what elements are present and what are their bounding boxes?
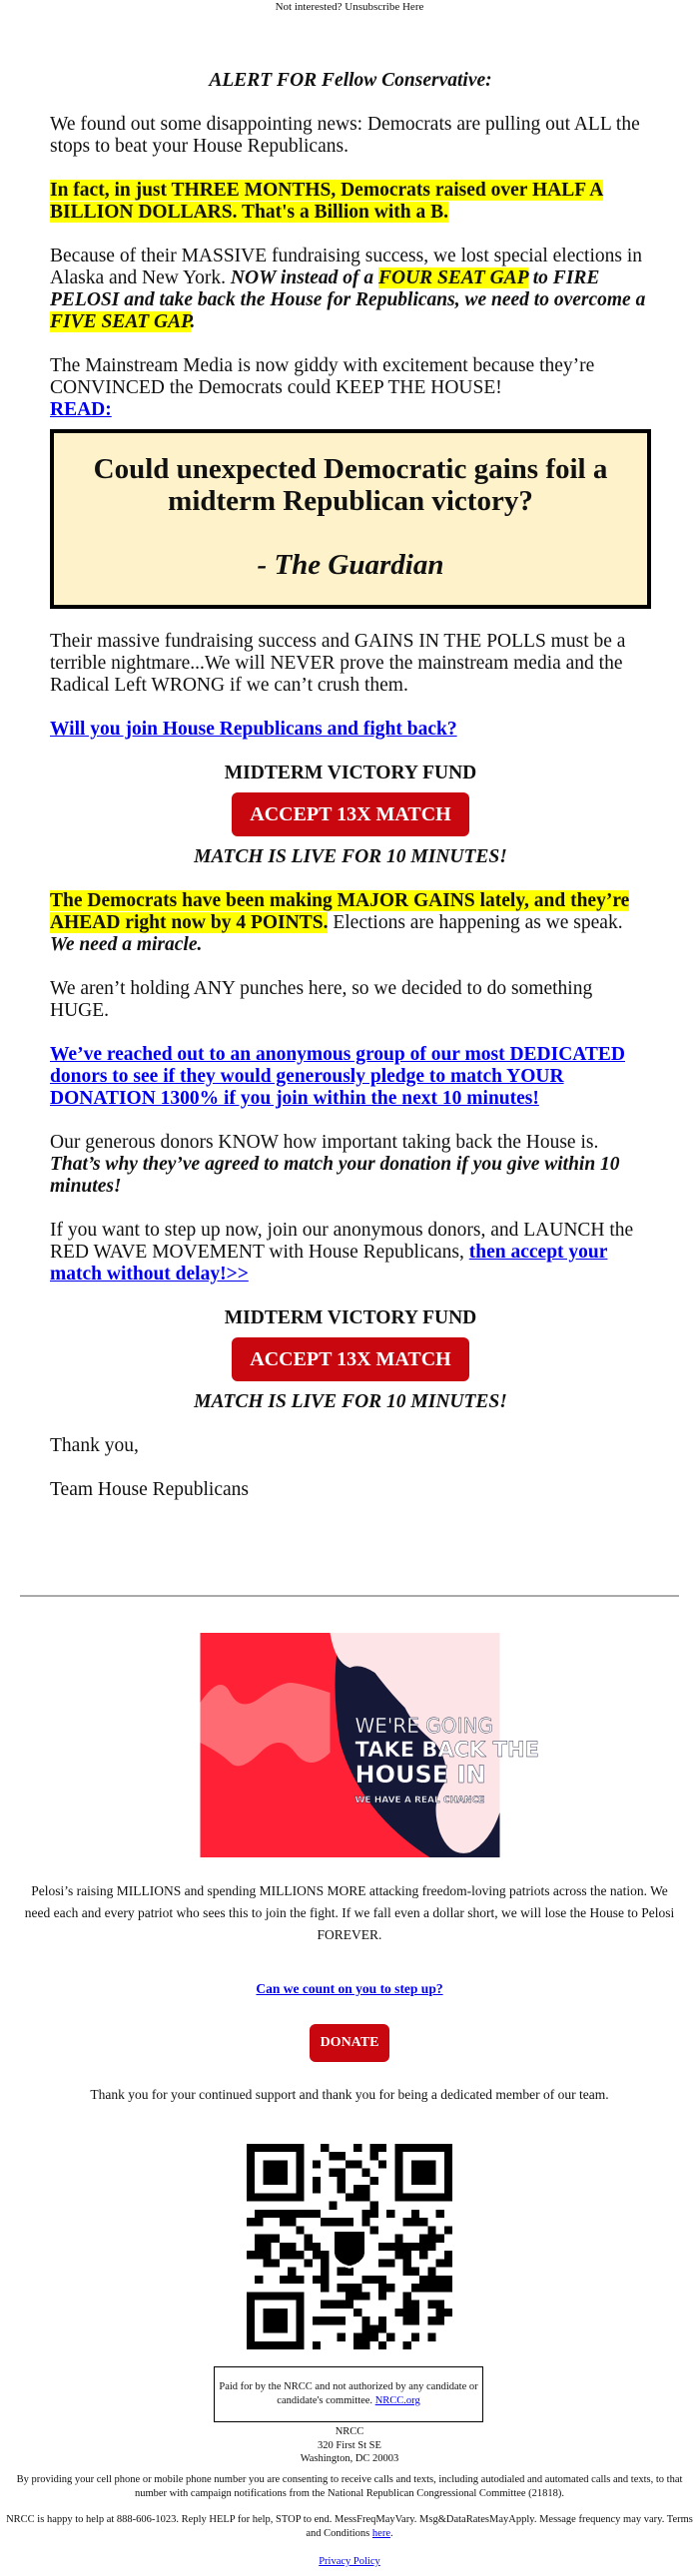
email-body: [50, 70, 651, 1523]
qr-module: [411, 2301, 419, 2309]
qr-module: [403, 2317, 411, 2324]
qr-module: [427, 2284, 435, 2292]
quote-box: [50, 429, 651, 609]
qr-module: [361, 2218, 369, 2226]
qr-module: [255, 2243, 263, 2251]
qr-module: [370, 2177, 378, 2185]
paragraph-gains: [50, 890, 651, 956]
terms-here-link[interactable]: here: [371, 2527, 390, 2539]
qr-module: [370, 2333, 378, 2341]
qr-module: [403, 2243, 411, 2251]
count-on-you-link[interactable]: Can we count on you to step up?: [256, 1981, 443, 1996]
qr-module: [321, 2268, 329, 2276]
qr-module: [436, 2235, 444, 2243]
qr-module: [353, 2193, 361, 2201]
qr-module: [353, 2309, 361, 2317]
qr-module: [403, 2341, 411, 2349]
qr-module: [255, 2235, 263, 2243]
qr-module: [378, 2324, 386, 2332]
qr-module: [329, 2317, 337, 2324]
qr-module: [378, 2284, 386, 2292]
qr-module: [338, 2268, 346, 2276]
qr-module: [411, 2218, 419, 2226]
divider: [20, 1595, 679, 1597]
qr-module: [329, 2301, 337, 2309]
qr-module: [394, 2243, 402, 2251]
qr-module: [378, 2243, 386, 2251]
qr-module: [338, 2177, 346, 2185]
closing-thanks: Thank you,: [50, 1435, 139, 1456]
privacy-policy-link[interactable]: Privacy Policy: [319, 2556, 380, 2567]
qr-module: [427, 2333, 435, 2341]
qr-module: [280, 2276, 288, 2284]
highlighted-fundraising-text: In fact, in just THREE MONTHS, Democrats raised over HALF A BILLION DOLLARS. That's a Billion with a B.: [50, 180, 604, 223]
qr-module: [338, 2284, 346, 2292]
qr-module: [361, 2185, 369, 2193]
qr-module: [272, 2210, 280, 2218]
qr-module: [386, 2243, 394, 2251]
qr-module: [313, 2160, 321, 2168]
qr-module: [370, 2152, 378, 2160]
qr-module: [394, 2235, 402, 2243]
qr-module: [338, 2317, 346, 2324]
qr-module: [403, 2309, 411, 2317]
qr-module: [305, 2259, 313, 2267]
qr-module: [444, 2284, 452, 2292]
qr-module: [321, 2144, 329, 2152]
fund-title: MIDTERM VICTORY FUND: [224, 1307, 477, 1328]
qr-module: [411, 2284, 419, 2292]
qr-module: [272, 2259, 280, 2267]
qr-module: [255, 2218, 263, 2226]
qr-module: [427, 2301, 435, 2309]
qr-module: [353, 2160, 361, 2168]
qr-module: [338, 2152, 346, 2160]
qr-module: [378, 2160, 386, 2168]
paragraph-step-up: If you want to step up now, join our anonymous donors, and LAUNCH the RED WAVE MOVEMENT with House Republicans,: [50, 1220, 634, 1263]
qr-module: [386, 2259, 394, 2267]
qr-module: [280, 2218, 288, 2226]
qr-module: [444, 2276, 452, 2284]
qr-module: [296, 2276, 304, 2284]
qr-module: [411, 2309, 419, 2317]
text: We need a miracle.: [50, 934, 203, 955]
qr-module: [313, 2185, 321, 2193]
qr-module: [353, 2333, 361, 2341]
qr-module: [288, 2268, 296, 2276]
qr-module: [338, 2333, 346, 2341]
qr-module: [436, 2284, 444, 2292]
qr-module: [419, 2284, 427, 2292]
qr-module: [436, 2259, 444, 2267]
consent-text: By providing your cell phone or mobile phone number you are consenting to receive calls and texts, including autodialed and automated calls and texts, to that number with campaign notifications from the National Republican Congressional Committee (21818).: [16, 2474, 683, 2499]
qr-module: [378, 2276, 386, 2284]
qr-module: [255, 2276, 263, 2284]
qr-module: [427, 2243, 435, 2251]
text: NRCC is happy to help at 888-606-1023. Reply HELP for help, STOP to end. MessFreqMayVary. Msg&DataRatesMayApply. Message frequency may vary. Terms and Conditions: [6, 2514, 693, 2539]
qr-module: [313, 2341, 321, 2349]
unsubscribe-link[interactable]: Not interested? Unsubscribe Here: [275, 1, 424, 13]
qr-module: [361, 2210, 369, 2218]
qr-module: [403, 2251, 411, 2259]
qr-module: [370, 2210, 378, 2218]
qr-module: [263, 2210, 271, 2218]
qr-module: [427, 2276, 435, 2284]
qr-module: [288, 2243, 296, 2251]
qr-module: [403, 2268, 411, 2276]
qr-module: [378, 2341, 386, 2349]
qr-module: [444, 2259, 452, 2267]
qr-module: [305, 2210, 313, 2218]
qr-finder: [263, 2160, 288, 2185]
highlight-five-seat-gap: FIVE SEAT GAP: [50, 311, 191, 332]
qr-module: [255, 2210, 263, 2218]
qr-module: [321, 2301, 329, 2309]
qr-module: [444, 2251, 452, 2259]
accept-match-button[interactable]: ACCEPT 13X MATCH: [232, 792, 469, 836]
qr-module: [280, 2243, 288, 2251]
alert-heading: ALERT FOR Fellow Conservative:: [209, 70, 492, 91]
qr-module: [394, 2309, 402, 2317]
qr-module: [436, 2210, 444, 2218]
org-name: NRCC: [335, 2426, 364, 2437]
qr-module: [263, 2251, 271, 2259]
qr-module: [361, 2292, 369, 2300]
qr-module: [361, 2341, 369, 2349]
text: Our generous donors KNOW how important taking back the House is.: [50, 1132, 599, 1153]
qr-module: [353, 2144, 361, 2152]
paragraph-media: The Mainstream Media is now giddy with excitement because they’re CONVINCED the Democrats could KEEP THE HOUSE!: [50, 355, 595, 398]
match-live-text: MATCH IS LIVE FOR 10 MINUTES!: [194, 846, 507, 867]
qr-finder: [411, 2160, 436, 2185]
qr-module: [263, 2259, 271, 2267]
qr-module: [436, 2309, 444, 2317]
qr-module: [361, 2276, 369, 2284]
qr-module: [353, 2284, 361, 2292]
qr-module: [419, 2251, 427, 2259]
thank-you-text: Thank you for your continued support and thank you for being a dedicated member of our team.: [90, 2087, 609, 2102]
qr-module: [305, 2235, 313, 2243]
qr-module: [411, 2268, 419, 2276]
qr-module: [288, 2251, 296, 2259]
qr-module: [403, 2218, 411, 2226]
qr-module: [313, 2177, 321, 2185]
qr-module: [288, 2218, 296, 2226]
qr-module: [370, 2324, 378, 2332]
qr-module: [296, 2226, 304, 2234]
qr-module: [346, 2160, 353, 2168]
qr-module: [346, 2193, 353, 2201]
qr-module: [321, 2259, 329, 2267]
qr-module: [386, 2284, 394, 2292]
highlight-gains: The Democrats have been making MAJOR GAINS lately, and they’re AHEAD right now by 4 POINTS.: [50, 890, 630, 933]
qr-module: [288, 2210, 296, 2218]
quote-source: - The Guardian: [257, 549, 444, 581]
highlight-four-seat-gap: FOUR SEAT GAP: [377, 267, 528, 288]
qr-module: [403, 2292, 411, 2300]
qr-module: [321, 2317, 329, 2324]
qr-finder: [263, 2309, 288, 2333]
read-link[interactable]: READ:: [50, 399, 112, 420]
qr-module: [370, 2226, 378, 2234]
text: to FIRE PELOSI and take back the House for Republicans, we need to overcome a: [50, 267, 646, 310]
qr-module: [272, 2235, 280, 2243]
qr-module: [346, 2218, 353, 2226]
qr-module: [263, 2235, 271, 2243]
paragraph-intro: We found out some disappointing news: Democrats are pulling out ALL the stops to beat your House Republicans.: [50, 114, 640, 157]
paragraph-huge: We aren’t holding ANY punches here, so we decided to do something HUGE.: [50, 978, 593, 1021]
qr-module: [338, 2185, 346, 2193]
qr-module: [321, 2218, 329, 2226]
qr-module: [321, 2251, 329, 2259]
quote-headline: Could unexpected Democratic gains foil a midterm Republican victory?: [93, 453, 608, 517]
qr-module: [305, 2243, 313, 2251]
qr-module: [255, 2251, 263, 2259]
qr-module: [411, 2317, 419, 2324]
qr-module: [411, 2243, 419, 2251]
qr-module: [361, 2317, 369, 2324]
qr-module: [370, 2144, 378, 2152]
pelosi-paragraph: Pelosi’s raising MILLIONS and spending MILLIONS MORE attacking freedom-loving patriots across the nation. We need each and every patriot who sees this to join the fight. If we fall even a dollar short, we will lose the House to Pelosi FOREVER.: [24, 1883, 675, 1942]
qr-module: [280, 2210, 288, 2218]
qr-module: [411, 2210, 419, 2218]
qr-module: [338, 2218, 346, 2226]
qr-module: [346, 2292, 353, 2300]
paragraph-seat-gap: [50, 246, 651, 333]
qr-module: [338, 2169, 346, 2177]
match-live-text: MATCH IS LIVE FOR 10 MINUTES!: [194, 1391, 507, 1412]
donors-match-link[interactable]: We’ve reached out to an anonymous group of our most DEDICATED donors to see if they would generously pledge to match YOUR DONATION 1300% if you join within the next 10 minutes!: [50, 1044, 626, 1109]
qr-module: [338, 2301, 346, 2309]
text: .: [190, 311, 196, 332]
qr-module: [361, 2169, 369, 2177]
qr-module: [444, 2309, 452, 2317]
qr-module: [247, 2218, 255, 2226]
qr-module: [313, 2251, 321, 2259]
text: NOW instead of a: [230, 267, 378, 288]
qr-code[interactable]: [247, 2144, 452, 2349]
join-fight-link[interactable]: Will you join House Republicans and fight back?: [50, 719, 457, 740]
address-line: Washington, DC 20003: [300, 2453, 399, 2464]
qr-module: [313, 2317, 321, 2324]
qr-module: [313, 2243, 321, 2251]
text: That’s why they’ve agreed to match your donation if you give within 10 minutes!: [50, 1154, 620, 1197]
qr-module: [394, 2251, 402, 2259]
take-back-the-house-banner-image[interactable]: [200, 1633, 539, 1857]
text: Elections are happening as we speak.: [328, 912, 623, 933]
address-line: 320 First St SE: [318, 2439, 381, 2451]
qr-module: [370, 2276, 378, 2284]
qr-module: [313, 2210, 321, 2218]
qr-module: [329, 2218, 337, 2226]
qr-module: [436, 2317, 444, 2324]
qr-module: [427, 2268, 435, 2276]
disclaimer-text: Paid for by the NRCC and not authorized by any candidate or candidate's committee.: [219, 2381, 478, 2406]
qr-module: [427, 2317, 435, 2324]
text: Because of their MASSIVE fundraising success, we lost special elections in Alaska and New York.: [50, 246, 642, 288]
qr-module: [353, 2341, 361, 2349]
qr-module: [346, 2284, 353, 2292]
qr-module: [378, 2317, 386, 2324]
nrcc-link[interactable]: NRCC.org: [374, 2395, 420, 2406]
qr-module: [378, 2292, 386, 2300]
qr-module: [329, 2152, 337, 2160]
qr-module: [346, 2301, 353, 2309]
qr-module: [353, 2185, 361, 2193]
accept-match-button[interactable]: ACCEPT 13X MATCH: [232, 1337, 469, 1381]
qr-module: [386, 2210, 394, 2218]
qr-module: [427, 2235, 435, 2243]
qr-module: [353, 2292, 361, 2300]
qr-module: [419, 2235, 427, 2243]
qr-module: [436, 2301, 444, 2309]
qr-module: [361, 2193, 369, 2201]
fund-title: MIDTERM VICTORY FUND: [224, 763, 477, 783]
qr-module: [411, 2333, 419, 2341]
qr-module: [321, 2284, 329, 2292]
banner-text-line: WE HAVE A REAL CHANCE: [354, 1796, 485, 1805]
qr-module: [313, 2276, 321, 2284]
qr-module: [329, 2169, 337, 2177]
qr-module: [419, 2276, 427, 2284]
qr-module: [419, 2243, 427, 2251]
paragraph-donors: [50, 1132, 651, 1198]
qr-module: [386, 2333, 394, 2341]
banner-text-line: TAKE BACK THE: [354, 1738, 539, 1762]
qr-module: [263, 2243, 271, 2251]
qr-module: [329, 2202, 337, 2210]
help-text: NRCC is happy to help at 888-606-1023. Reply HELP for help, STOP to end. MessFreqMayVary. Msg&DataRatesMayApply. Message frequency may vary. Terms and Conditions here.: [6, 2514, 693, 2539]
shield-logo-icon: [334, 2231, 366, 2268]
address-block: [6, 2425, 693, 2466]
paid-for-disclaimer: [214, 2366, 483, 2422]
qr-module: [370, 2202, 378, 2210]
qr-module: [444, 2226, 452, 2234]
qr-module: [378, 2144, 386, 2152]
qr-module: [403, 2259, 411, 2267]
banner-text-line: HOUSE IN: [354, 1761, 486, 1789]
qr-module: [436, 2276, 444, 2284]
qr-module: [419, 2218, 427, 2226]
qr-module: [361, 2333, 369, 2341]
qr-module: [288, 2276, 296, 2284]
qr-module: [321, 2276, 329, 2284]
donate-button[interactable]: DONATE: [310, 2024, 390, 2062]
qr-module: [296, 2210, 304, 2218]
signature: Team House Republicans: [50, 1479, 249, 1500]
qr-module: [403, 2301, 411, 2309]
accept-without-delay-link[interactable]: then accept your match without delay!>>: [50, 1242, 608, 1285]
banner-text-line: WE'RE GOING: [354, 1714, 493, 1738]
qr-module: [280, 2251, 288, 2259]
qr-module: [247, 2251, 255, 2259]
qr-module: [427, 2226, 435, 2234]
qr-module: [361, 2324, 369, 2332]
qr-module: [378, 2259, 386, 2267]
paragraph-nightmare: Their massive fundraising success and GAINS IN THE POLLS must be a terrible nightmare...We will NEVER prove the mainstream media and the Radical Left WRONG if we can’t crush them.: [50, 631, 626, 696]
qr-module: [296, 2251, 304, 2259]
